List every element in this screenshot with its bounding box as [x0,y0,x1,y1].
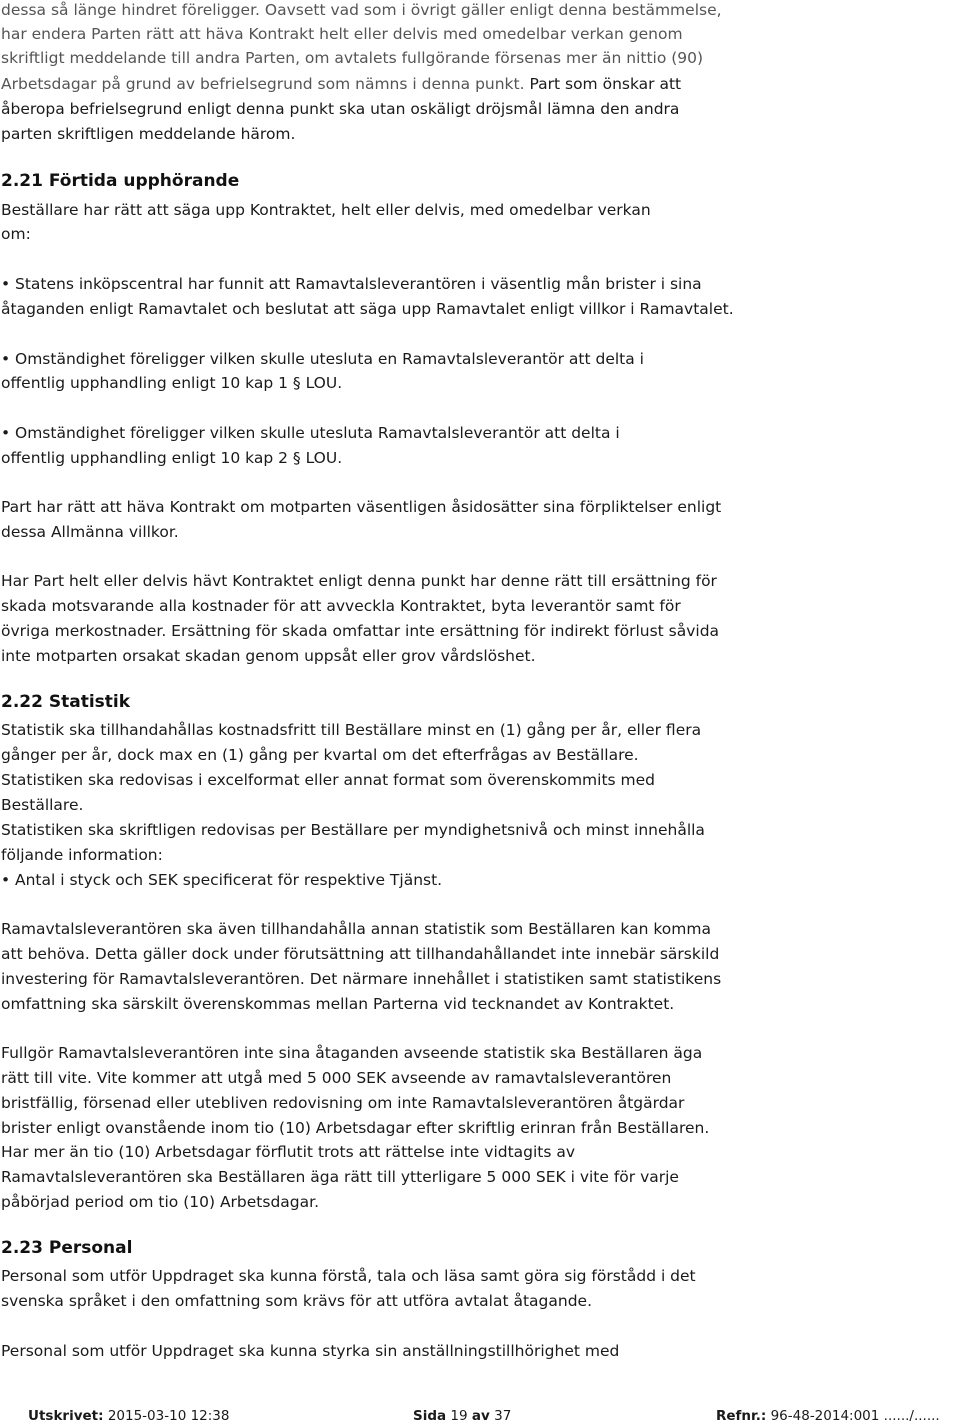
text-line: gånger per år, dock max en (1) gång per kvartal om det efterfrågas av Beställare. [1,746,639,764]
text-line: Part har rätt att häva Kontrakt om motparten väsentligen åsidosätter sina förpliktelser enligt [1,498,722,516]
text-line: om: [1,225,31,243]
text-line: parten skriftligen meddelande härom. [1,125,296,143]
footer-printed [28,1407,229,1425]
footer-page-total: 37 [489,1408,512,1424]
text-line: övriga merkostnader. Ersättning för skada omfattar inte ersättning för indirekt förlust såvida [1,622,720,640]
text-line: Beställare har rätt att säga upp Kontraktet, helt eller delvis, med omedelbar verkan [1,201,651,219]
text-line: Personal som utför Uppdraget ska kunna förstå, tala och läsa samt göra sig förstådd i det [1,1267,696,1285]
bullet-icon: • [1,350,11,368]
text-line: offentlig upphandling enligt 10 kap 1 § LOU. [1,374,343,392]
footer-printed-value: 2015-03-10 12:38 [103,1408,230,1424]
text-span: Omständighet föreligger vilken skulle utesluta Ramavtalsleverantör att delta i [15,424,620,442]
section-heading: 2.21 Förtida upphörande [1,171,240,191]
text-span: Omständighet föreligger vilken skulle utesluta en Ramavtalsleverantör att delta i [15,350,644,368]
footer-ref-value: 96-48-2014:001 ....../...... [766,1408,940,1424]
text-line: brister enligt ovanstående inom tio (10) Arbetsdagar efter skriftlig erinran från Beställaren. [1,1119,710,1137]
text-line: Ramavtalsleverantören ska Beställaren äga rätt till ytterligare 5 000 SEK i vite för varje [1,1168,679,1186]
section-heading: 2.23 Personal [1,1238,133,1258]
list-item [1,870,442,890]
text-line: bristfällig, försenad eller utebliven redovisning om inte Ramavtalsleverantören åtgärdar [1,1094,685,1112]
text-line: svenska språket i den omfattning som krävs för att utföra avtalat åtagande. [1,1292,592,1310]
footer-page-label: Sida [413,1408,447,1424]
text-line: inte motparten orsakat skadan genom uppsåt eller grov vårdslöshet. [1,647,536,665]
footer-printed-label: Utskrivet: [28,1408,104,1424]
text-line: dessa så länge hindret föreligger. Oavsett vad som i övrigt gäller enligt denna bestämmelse, [1,1,722,19]
bullet-icon: • [1,871,11,889]
text-line: rätt till vite. Vite kommer att utgå med 5 000 SEK avseende av ramavtalsleverantören [1,1069,672,1087]
footer-ref-label: Refnr.: [716,1408,767,1424]
text-line: Fullgör Ramavtalsleverantören inte sina åtaganden avseende statistik ska Beställaren äga [1,1044,703,1062]
list-item [1,274,702,294]
footer-ref [716,1407,940,1425]
text-span: Statens inköpscentral har funnit att Ramavtalsleverantören i väsentlig mån brister i sina [15,275,702,293]
footer-page-of: av [471,1408,490,1424]
text-line: Statistiken ska redovisas i excelformat eller annat format som överenskommits med [1,771,656,789]
text-line: offentlig upphandling enligt 10 kap 2 § LOU. [1,449,343,467]
list-item [1,423,620,443]
text-line: skada motsvarande alla kostnader för att avveckla Kontraktet, byta leverantör samt för [1,597,681,615]
footer-page-number: 19 [446,1408,472,1424]
text-line: åberopa befrielsegrund enligt denna punkt ska utan oskäligt dröjsmål lämna den andra [1,100,680,118]
text-span: Part som önskar att [524,75,682,93]
text-line: dessa Allmänna villkor. [1,523,179,541]
text-line: att behöva. Detta gäller dock under förutsättning att tillhandahållandet inte innebär särskild [1,945,720,963]
text-line: Har mer än tio (10) Arbetsdagar förflutit trots att rättelse inte vidtagits av [1,1143,576,1161]
text-line: följande information: [1,846,163,864]
text-line: Har Part helt eller delvis hävt Kontraktet enligt denna punkt har denne rätt till ersättning för [1,572,717,590]
bullet-icon: • [1,275,11,293]
text-line: har endera Parten rätt att häva Kontrakt helt eller delvis med omedelbar verkan genom [1,25,683,43]
text-line: investering för Ramavtalsleverantören. Det närmare innehållet i statistiken samt statistikens [1,970,722,988]
bullet-icon: • [1,424,11,442]
text-line: Beställare. [1,796,84,814]
text-line: Ramavtalsleverantören ska även tillhandahålla annan statistik som Beställaren kan komma [1,920,711,938]
list-item [1,349,644,369]
text-line: Statistik ska tillhandahållas kostnadsfritt till Beställare minst en (1) gång per år, eller flera [1,721,702,739]
text-span: Arbetsdagar på grund av befrielsegrund som nämns i denna punkt. [1,75,525,93]
text-line: skriftligt meddelande till andra Parten, om avtalets fullgörande försenas mer än nittio (90) [1,49,704,67]
text-line: Personal som utför Uppdraget ska kunna styrka sin anställningstillhörighet med [1,1342,620,1360]
text-span: Antal i styck och SEK specificerat för respektive Tjänst. [15,871,443,889]
text-line [1,74,681,94]
section-heading: 2.22 Statistik [1,692,131,712]
text-line: åtaganden enligt Ramavtalet och beslutat att säga upp Ramavtalet enligt villkor i Ramavtalet. [1,300,734,318]
footer-page [413,1407,511,1425]
text-line: Statistiken ska skriftligen redovisas per Beställare per myndighetsnivå och minst innehålla [1,821,705,839]
text-line: påbörjad period om tio (10) Arbetsdagar. [1,1193,320,1211]
text-line: omfattning ska särskilt överenskommas mellan Parterna vid tecknandet av Kontraktet. [1,995,675,1013]
